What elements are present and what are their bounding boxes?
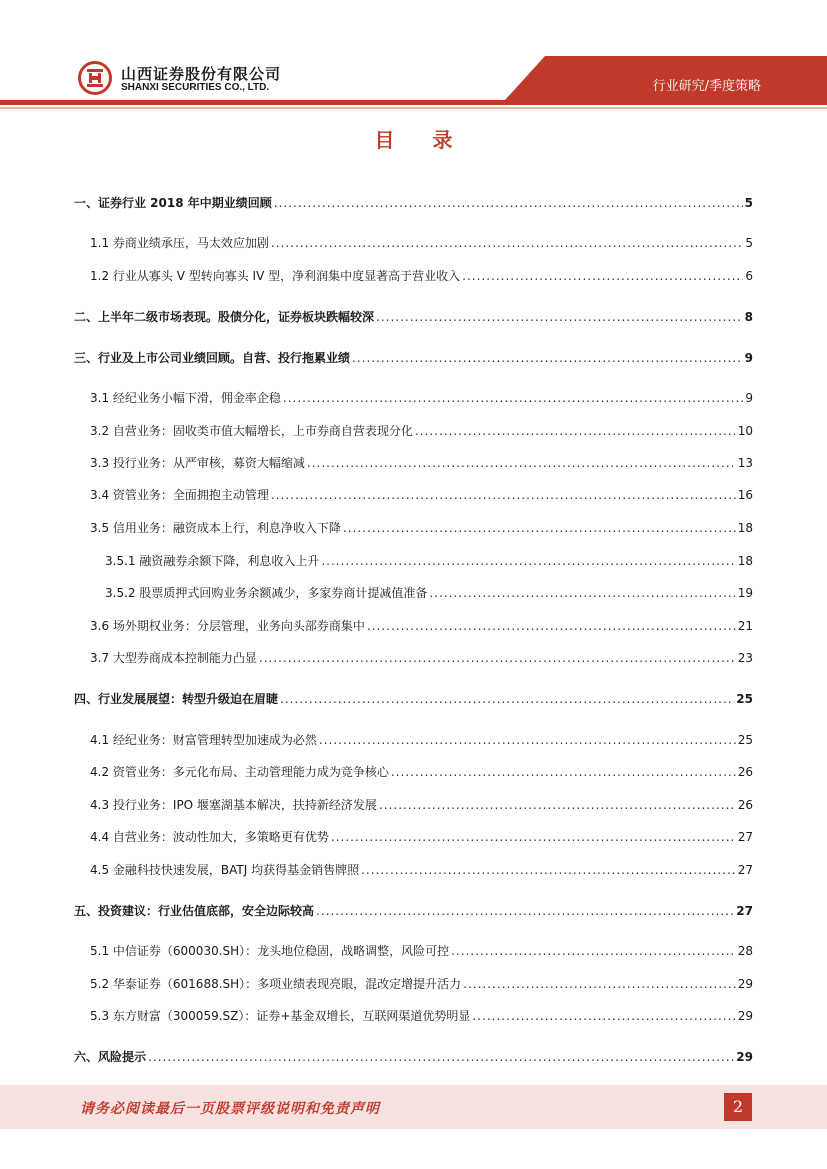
toc-entry-label: 六、风险提示 xyxy=(74,1050,147,1064)
toc-entry[interactable] xyxy=(90,234,753,252)
toc-entry-page: 27 xyxy=(736,904,753,918)
toc-entry-page: 26 xyxy=(737,765,753,779)
toc-entry[interactable] xyxy=(90,975,753,993)
toc-entry-page: 16 xyxy=(737,488,753,502)
toc-entry[interactable] xyxy=(90,649,753,667)
toc-leader-dots xyxy=(331,828,736,846)
toc-entry-page: 6 xyxy=(745,269,753,283)
toc-entry-page: 28 xyxy=(737,944,753,958)
toc-entry[interactable] xyxy=(90,267,753,285)
toc-leader-dots xyxy=(259,649,736,667)
toc-entry-label: 3.5.2 股票质押式回购业务余额减少，多家券商计提减值准备 xyxy=(105,586,428,600)
toc-entry-page: 9 xyxy=(744,351,753,365)
toc-entry[interactable] xyxy=(90,486,753,504)
toc-leader-dots xyxy=(429,584,735,602)
toc-entry[interactable] xyxy=(74,690,753,708)
toc-entry-label: 三、行业及上市公司业绩回顾。自营、投行拖累业绩 xyxy=(74,351,351,365)
toc-entry[interactable] xyxy=(90,617,753,635)
toc-leader-dots xyxy=(367,617,736,635)
toc-entry-label: 1.1 券商业绩承压，马太效应加剧 xyxy=(90,236,269,250)
toc-entry-label: 5.3 东方财富（300059.SZ）：证券+基金双增长，互联网渠道优势明显 xyxy=(90,1009,471,1023)
company-name-en: SHANXI SECURITIES CO., LTD. xyxy=(121,82,270,93)
toc-leader-dots xyxy=(352,349,743,367)
toc-entry[interactable] xyxy=(105,584,753,602)
toc-entry-label: 3.1 经纪业务小幅下滑，佣金率企稳 xyxy=(90,391,281,405)
toc-leader-dots xyxy=(271,234,743,252)
toc-entry[interactable] xyxy=(90,422,753,440)
toc-entry[interactable] xyxy=(90,389,753,407)
toc-entry[interactable] xyxy=(90,454,753,472)
toc-entry-page: 29 xyxy=(737,1009,753,1023)
toc-leader-dots xyxy=(316,902,734,920)
toc-entry-page: 9 xyxy=(745,391,753,405)
page-number: 2 xyxy=(724,1093,752,1121)
toc-entry[interactable] xyxy=(90,731,753,749)
toc-leader-dots xyxy=(376,308,743,326)
toc-entry-label: 4.5 金融科技快速发展，BATJ 均获得基金销售牌照 xyxy=(90,863,360,877)
toc-entry-label: 4.2 资管业务：多元化布局、主动管理能力成为竞争核心 xyxy=(90,765,389,779)
toc-entry-page: 5 xyxy=(744,196,753,210)
toc-entry[interactable] xyxy=(90,1007,753,1025)
toc-leader-dots xyxy=(280,690,734,708)
toc-entry-label: 3.2 自营业务：固收类市值大幅增长，上市券商自营表现分化 xyxy=(90,424,413,438)
toc-leader-dots xyxy=(391,763,736,781)
toc-leader-dots xyxy=(307,454,736,472)
toc-entry-page: 25 xyxy=(737,733,753,747)
toc-entry[interactable] xyxy=(90,519,753,537)
toc-entry-label: 3.5.1 融资融券余额下降，利息收入上升 xyxy=(105,554,320,568)
toc-entry-label: 4.3 投行业务：IPO 堰塞湖基本解决，扶持新经济发展 xyxy=(90,798,377,812)
toc-entry-label: 二、上半年二级市场表现。股债分化，证券板块跌幅较深 xyxy=(74,310,375,324)
toc-entry-page: 13 xyxy=(737,456,753,470)
disclaimer-notice: 请务必阅读最后一页股票评级说明和免责声明 xyxy=(80,1101,380,1117)
toc-entry-label: 3.5 信用业务：融资成本上行，利息净收入下降 xyxy=(90,521,341,535)
toc-leader-dots xyxy=(283,389,743,407)
toc-title: 目录 xyxy=(374,128,491,152)
toc-entry-page: 19 xyxy=(737,586,753,600)
toc-entry-label: 4.1 经纪业务：财富管理转型加速成为必然 xyxy=(90,733,317,747)
toc-entry-label: 1.2 行业从寡头 V 型转向寡头 IV 型，净利润集中度显著高于营业收入 xyxy=(90,269,461,283)
toc-entry-page: 18 xyxy=(737,554,753,568)
toc-entry[interactable] xyxy=(74,194,753,212)
toc-entry-page: 23 xyxy=(737,651,753,665)
toc-entry-page: 5 xyxy=(745,236,753,250)
toc-entry[interactable] xyxy=(90,796,753,814)
toc-leader-dots xyxy=(321,552,735,570)
toc-entry[interactable] xyxy=(74,902,753,920)
toc-entry-label: 3.6 场外期权业务：分层管理，业务向头部券商集中 xyxy=(90,619,365,633)
toc-entry-label: 五、投资建议：行业估值底部，安全边际较高 xyxy=(74,904,315,918)
toc-leader-dots xyxy=(472,1007,735,1025)
toc-entry-label: 4.4 自营业务：波动性加大，多策略更有优势 xyxy=(90,830,329,844)
toc-entry-label: 四、行业发展展望：转型升级迫在眉睫 xyxy=(74,692,279,706)
report-category: 行业研究/季度策略 xyxy=(652,79,761,94)
toc-leader-dots xyxy=(343,519,736,537)
toc-leader-dots xyxy=(271,486,736,504)
toc-leader-dots xyxy=(415,422,736,440)
toc-leader-dots xyxy=(319,731,736,749)
toc-entry-page: 25 xyxy=(736,692,753,706)
toc-leader-dots xyxy=(462,267,743,285)
toc-entry-page: 8 xyxy=(744,310,753,324)
toc-leader-dots xyxy=(274,194,743,212)
toc-entry[interactable] xyxy=(90,763,753,781)
toc-entry-page: 10 xyxy=(737,424,753,438)
toc-entry-label: 一、证券行业 2018 年中期业绩回顾 xyxy=(74,196,272,210)
toc-entry-page: 26 xyxy=(737,798,753,812)
toc-leader-dots xyxy=(463,975,736,993)
toc-entry[interactable] xyxy=(105,552,753,570)
toc-entry-label: 5.1 中信证券（600030.SH）：龙头地位稳固，战略调整，风险可控 xyxy=(90,944,450,958)
toc-entry-page: 29 xyxy=(737,977,753,991)
toc-entry[interactable] xyxy=(74,308,753,326)
toc-entry-label: 3.4 资管业务：全面拥抱主动管理 xyxy=(90,488,269,502)
company-logo-icon xyxy=(78,61,112,95)
toc-entry-page: 21 xyxy=(737,619,753,633)
toc-leader-dots xyxy=(451,942,736,960)
toc-entry-page: 29 xyxy=(736,1050,753,1064)
page-header xyxy=(0,0,827,110)
toc-entry[interactable] xyxy=(90,942,753,960)
toc-entry-page: 27 xyxy=(737,830,753,844)
toc-entry-page: 18 xyxy=(737,521,753,535)
toc-entry-page: 27 xyxy=(737,863,753,877)
toc-entry[interactable] xyxy=(74,1048,753,1066)
toc-entry-label: 5.2 华泰证券（601688.SH）：多项业绩表现亮眼，混改定增提升活力 xyxy=(90,977,462,991)
toc-entry-label: 3.3 投行业务：从严审核，募资大幅缩减 xyxy=(90,456,305,470)
toc-entry[interactable] xyxy=(90,861,753,879)
toc-entry[interactable] xyxy=(74,349,753,367)
toc-entry-label: 3.7 大型券商成本控制能力凸显 xyxy=(90,651,257,665)
toc-leader-dots xyxy=(379,796,736,814)
toc-leader-dots xyxy=(361,861,736,879)
toc-entry[interactable] xyxy=(90,828,753,846)
company-name-cn: 山西证券股份有限公司 xyxy=(121,65,282,83)
toc-leader-dots xyxy=(148,1048,734,1066)
